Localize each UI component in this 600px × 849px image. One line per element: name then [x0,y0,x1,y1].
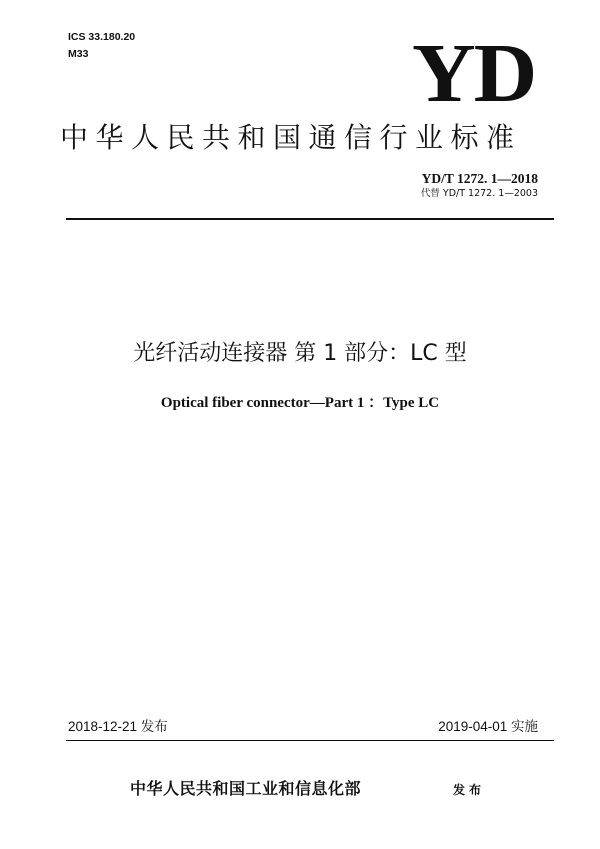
document-title-english: Optical fiber connector—Part 1 ：Type LC [160,395,440,411]
issued-label: 发布 [453,783,486,797]
bottom-divider [66,740,554,741]
standard-number: YD/T 1272. 1—2018 [421,171,538,186]
yd-logo: YD [412,27,536,120]
implementation-date: 2019-04-01 实施 [438,719,538,734]
standard-category-heading: 中华人民共和国通信行业标准 [60,121,522,154]
ics-code: ICS 33.180.20 [68,31,136,43]
publication-date: 2018-12-21 发布 [68,719,168,734]
document-title-chinese: 光纤活动连接器 第 1 部分：LC 型 [133,341,467,366]
replaces-standard: 代替 YD/T 1272. 1—2003 [420,188,538,199]
issuing-authority: 中华人民共和国工业和信息化部 [130,779,362,798]
top-divider [66,218,554,220]
classification-code: M33 [68,48,89,60]
